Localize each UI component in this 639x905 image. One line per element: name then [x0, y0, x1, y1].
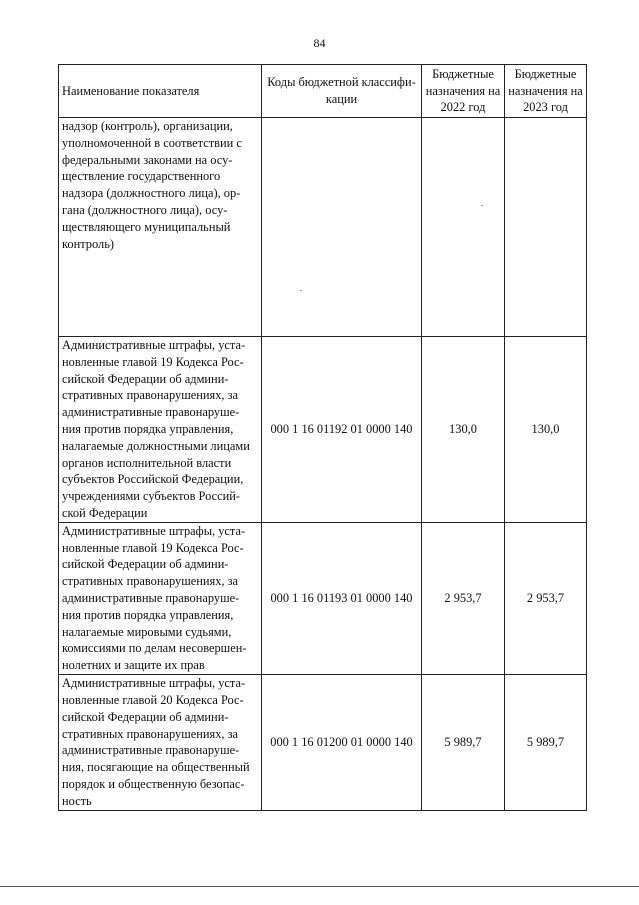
- header-budget-2022: Бюджетные назначения на 2022 год: [422, 65, 505, 118]
- row-indicator-name: Административные штрафы, уста-новленные главой 19 Кодекса Рос-сийской Федерации об админи-стративных правонарушениях, за административные правонаруше-ния против порядка управления, налагаемые мировыми судьями, комиссиями по делам несовершен-нолетних и защите их прав: [59, 522, 262, 674]
- row-budget-code: 000 1 16 01193 01 0000 140: [262, 522, 422, 674]
- scan-speck: [481, 205, 483, 206]
- row-budget-2022: [422, 118, 505, 337]
- row-budget-code: 000 1 16 01200 01 0000 140: [262, 674, 422, 810]
- row-budget-2023: 2 953,7: [505, 522, 587, 674]
- header-budget-2023: Бюджетные назначения на 2023 год: [505, 65, 587, 118]
- row-budget-2022: 130,0: [422, 337, 505, 523]
- table-row: [59, 337, 587, 523]
- row-budget-2023: 130,0: [505, 337, 587, 523]
- scan-speck: [300, 290, 302, 291]
- row-indicator-name: надзор (контроль), организации, уполномоченной в соответствии с федеральными законами на осу-ществление государственного надзора (должностного лица), ор-гана (должностного лица), осу-ществляющего муниципальный контроль): [59, 118, 262, 337]
- row-indicator-name: Административные штрафы, уста-новленные главой 19 Кодекса Рос-сийской Федерации об админи-стративных правонарушениях, за административные правонаруше-ния против порядка управления, налагаемые должностными лицами органов исполнительной власти субъектов Российской Федерации, учреждениями субъектов Россий-ской Федерации: [59, 337, 262, 523]
- row-budget-2022: 5 989,7: [422, 674, 505, 810]
- page-bottom-rule: [0, 886, 639, 887]
- row-budget-2023: 5 989,7: [505, 674, 587, 810]
- header-budget-code: Коды бюджетной классифи-кации: [262, 65, 422, 118]
- row-budget-code: 000 1 16 01192 01 0000 140: [262, 337, 422, 523]
- page-number: 84: [313, 36, 326, 50]
- table-row: [59, 522, 587, 674]
- budget-table: [58, 64, 587, 811]
- row-budget-2022: 2 953,7: [422, 522, 505, 674]
- table-row: [59, 674, 587, 810]
- row-budget-2023: [505, 118, 587, 337]
- row-indicator-name: Административные штрафы, уста-новленные главой 20 Кодекса Рос-сийской Федерации об админи-стративных правонарушениях, за административные правонаруше-ния, посягающие на общественный порядок и общественную безопас-ность: [59, 674, 262, 810]
- table-header-row: [59, 65, 587, 118]
- table-row: [59, 118, 587, 337]
- row-budget-code: [262, 118, 422, 337]
- header-indicator-name: Наименование показателя: [59, 65, 262, 118]
